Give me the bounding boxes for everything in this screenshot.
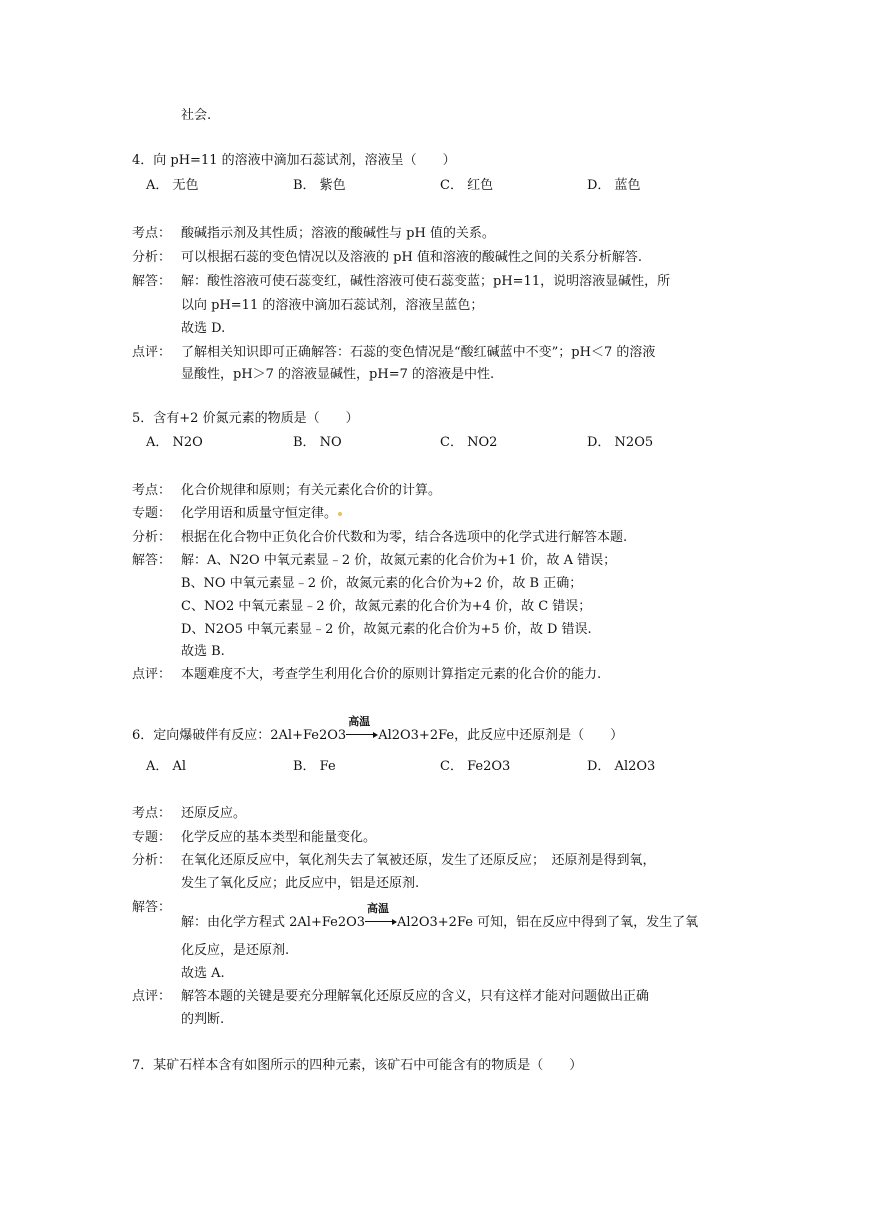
q5-jieda-line: 解：A、N2O 中氧元素显﹣2 价，故氮元素的化合价为+1 价，故 A 错误； — [181, 553, 617, 568]
q6-stem-pre: 6．定向爆破伴有反应：2Al+Fe2O3 — [132, 728, 347, 743]
q6-dianping-line: 的判断. — [181, 1012, 225, 1027]
reaction-condition: 高温 — [348, 715, 371, 728]
q4-jieda-line: 解：酸性溶液可使石蕊变红，碱性溶液可使石蕊变蓝；pH=11，说明溶液显碱性，所 — [181, 274, 671, 289]
q6-jieda-pre: 解：由化学方程式 2Al+Fe2O3 — [181, 915, 366, 930]
q6-zhuanti-label: 专题： — [132, 830, 172, 845]
q5-kaodian-text: 化合价规律和原则；有关元素化合价的计算。 — [181, 483, 442, 498]
q5-jieda-line: C、NO2 中氧元素显﹣2 价，故氮元素的化合价为+4 价，故 C 错误； — [181, 599, 592, 614]
mark-dot — [338, 512, 342, 516]
q5-dianping-text: 本题难度不大，考查学生利用化合价的原则计算指定元素的化合价的能力. — [181, 667, 602, 682]
continuation-text: 社会. — [181, 108, 212, 123]
q6-stem-post: Al2O3+2Fe，此反应中还原剂是（ ） — [378, 728, 624, 743]
q5-zhuanti-text — [181, 505, 342, 523]
q4-dianping-line: 显酸性，pH＞7 的溶液显碱性，pH=7 的溶液是中性. — [181, 367, 495, 382]
q6-dianping-line: 解答本题的关键是要充分理解氧化还原反应的含义，只有这样才能对问题做出正确 — [181, 989, 650, 1004]
q4-jieda-label: 解答： — [132, 274, 172, 289]
q4-dianping-line: 了解相关知识即可正确解答：石蕊的变色情况是“酸红碱蓝中不变”；pH＜7 的溶液 — [181, 345, 656, 360]
q6-jieda-line — [181, 902, 699, 932]
q5-zhuanti-label: 专题： — [132, 506, 172, 521]
q4-kaodian-label: 考点： — [132, 226, 172, 241]
q5-option-b: B． NO — [293, 435, 342, 450]
q5-option-a: A． N2O — [146, 435, 203, 450]
q6-jieda-label: 解答： — [132, 900, 172, 915]
q4-dianping-label: 点评： — [132, 345, 172, 360]
q6-jieda-line: 故选 A. — [181, 966, 225, 981]
q6-option-a: A． Al — [146, 759, 187, 774]
q5-jieda-label: 解答： — [132, 553, 172, 568]
q5-stem: 5．含有+2 价氮元素的物质是（ ） — [132, 411, 359, 426]
q4-option-c: C． 红色 — [440, 178, 494, 193]
q6-option-d: D． Al2O3 — [587, 759, 656, 774]
q5-kaodian-label: 考点： — [132, 483, 172, 498]
q4-jieda-line: 以向 pH=11 的溶液中滴加石蕊试剂，溶液呈蓝色； — [181, 298, 484, 313]
q6-option-c: C． Fe2O3 — [440, 759, 511, 774]
q6-fenxi-line: 在氧化还原反应中，氧化剂失去了氧被还原，发生了还原反应； 还原剂是得到氧， — [181, 853, 656, 868]
q5-fenxi-text: 根据在化合物中正负化合价代数和为零，结合各选项中的化学式进行解答本题. — [181, 530, 628, 545]
q4-option-d: D． 蓝色 — [587, 178, 641, 193]
q6-kaodian-label: 考点： — [132, 806, 172, 821]
q4-option-b: B． 紫色 — [293, 178, 346, 193]
reaction-arrow-icon — [346, 715, 378, 739]
q6-dianping-label: 点评： — [132, 989, 172, 1004]
q4-jieda-line: 故选 D. — [181, 321, 226, 336]
q5-dianping-label: 点评： — [132, 667, 172, 682]
q6-fenxi-label: 分析： — [132, 853, 172, 868]
q6-jieda-post: Al2O3+2Fe 可知，铝在反应中得到了氧，发生了氧 — [397, 915, 699, 930]
q4-fenxi-text: 可以根据石蕊的变色情况以及溶液的 pH 值和溶液的酸碱性之间的关系分析解答. — [181, 250, 643, 265]
q6-fenxi-line: 发生了氧化反应；此反应中，铝是还原剂. — [181, 876, 420, 891]
q5-jieda-line: 故选 B. — [181, 644, 225, 659]
q4-stem: 4．向 pH=11 的溶液中滴加石蕊试剂，溶液呈（ ） — [132, 153, 456, 168]
q5-jieda-line: D、N2O5 中氧元素显﹣2 价，故氮元素的化合价为+5 价，故 D 错误. — [181, 622, 592, 637]
q5-fenxi-label: 分析： — [132, 530, 172, 545]
q6-zhuanti-text: 化学反应的基本类型和能量变化。 — [181, 830, 377, 845]
q5-option-c: C． NO2 — [440, 435, 498, 450]
q6-kaodian-text: 还原反应。 — [181, 806, 247, 821]
q5-option-d: D． N2O5 — [587, 435, 654, 450]
reaction-condition: 高温 — [367, 902, 390, 915]
q4-option-a: A． 无色 — [146, 178, 199, 193]
q4-fenxi-label: 分析： — [132, 250, 172, 265]
q7-stem: 7．某矿石样本含有如图所示的四种元素，该矿石中可能含有的物质是（ ） — [132, 1058, 583, 1073]
reaction-arrow-icon — [365, 902, 397, 926]
q4-kaodian-text: 酸碱指示剂及其性质；溶液的酸碱性与 pH 值的关系。 — [181, 226, 495, 241]
q5-jieda-line: B、NO 中氧元素显﹣2 价，故氮元素的化合价为+2 价，故 B 正确； — [181, 576, 583, 591]
q6-option-b: B． Fe — [293, 759, 336, 774]
q6-stem — [132, 715, 624, 745]
q6-jieda-line: 化反应，是还原剂. — [181, 943, 290, 958]
q5-zhuanti-value: 化学用语和质量守恒定律。 — [181, 506, 338, 521]
